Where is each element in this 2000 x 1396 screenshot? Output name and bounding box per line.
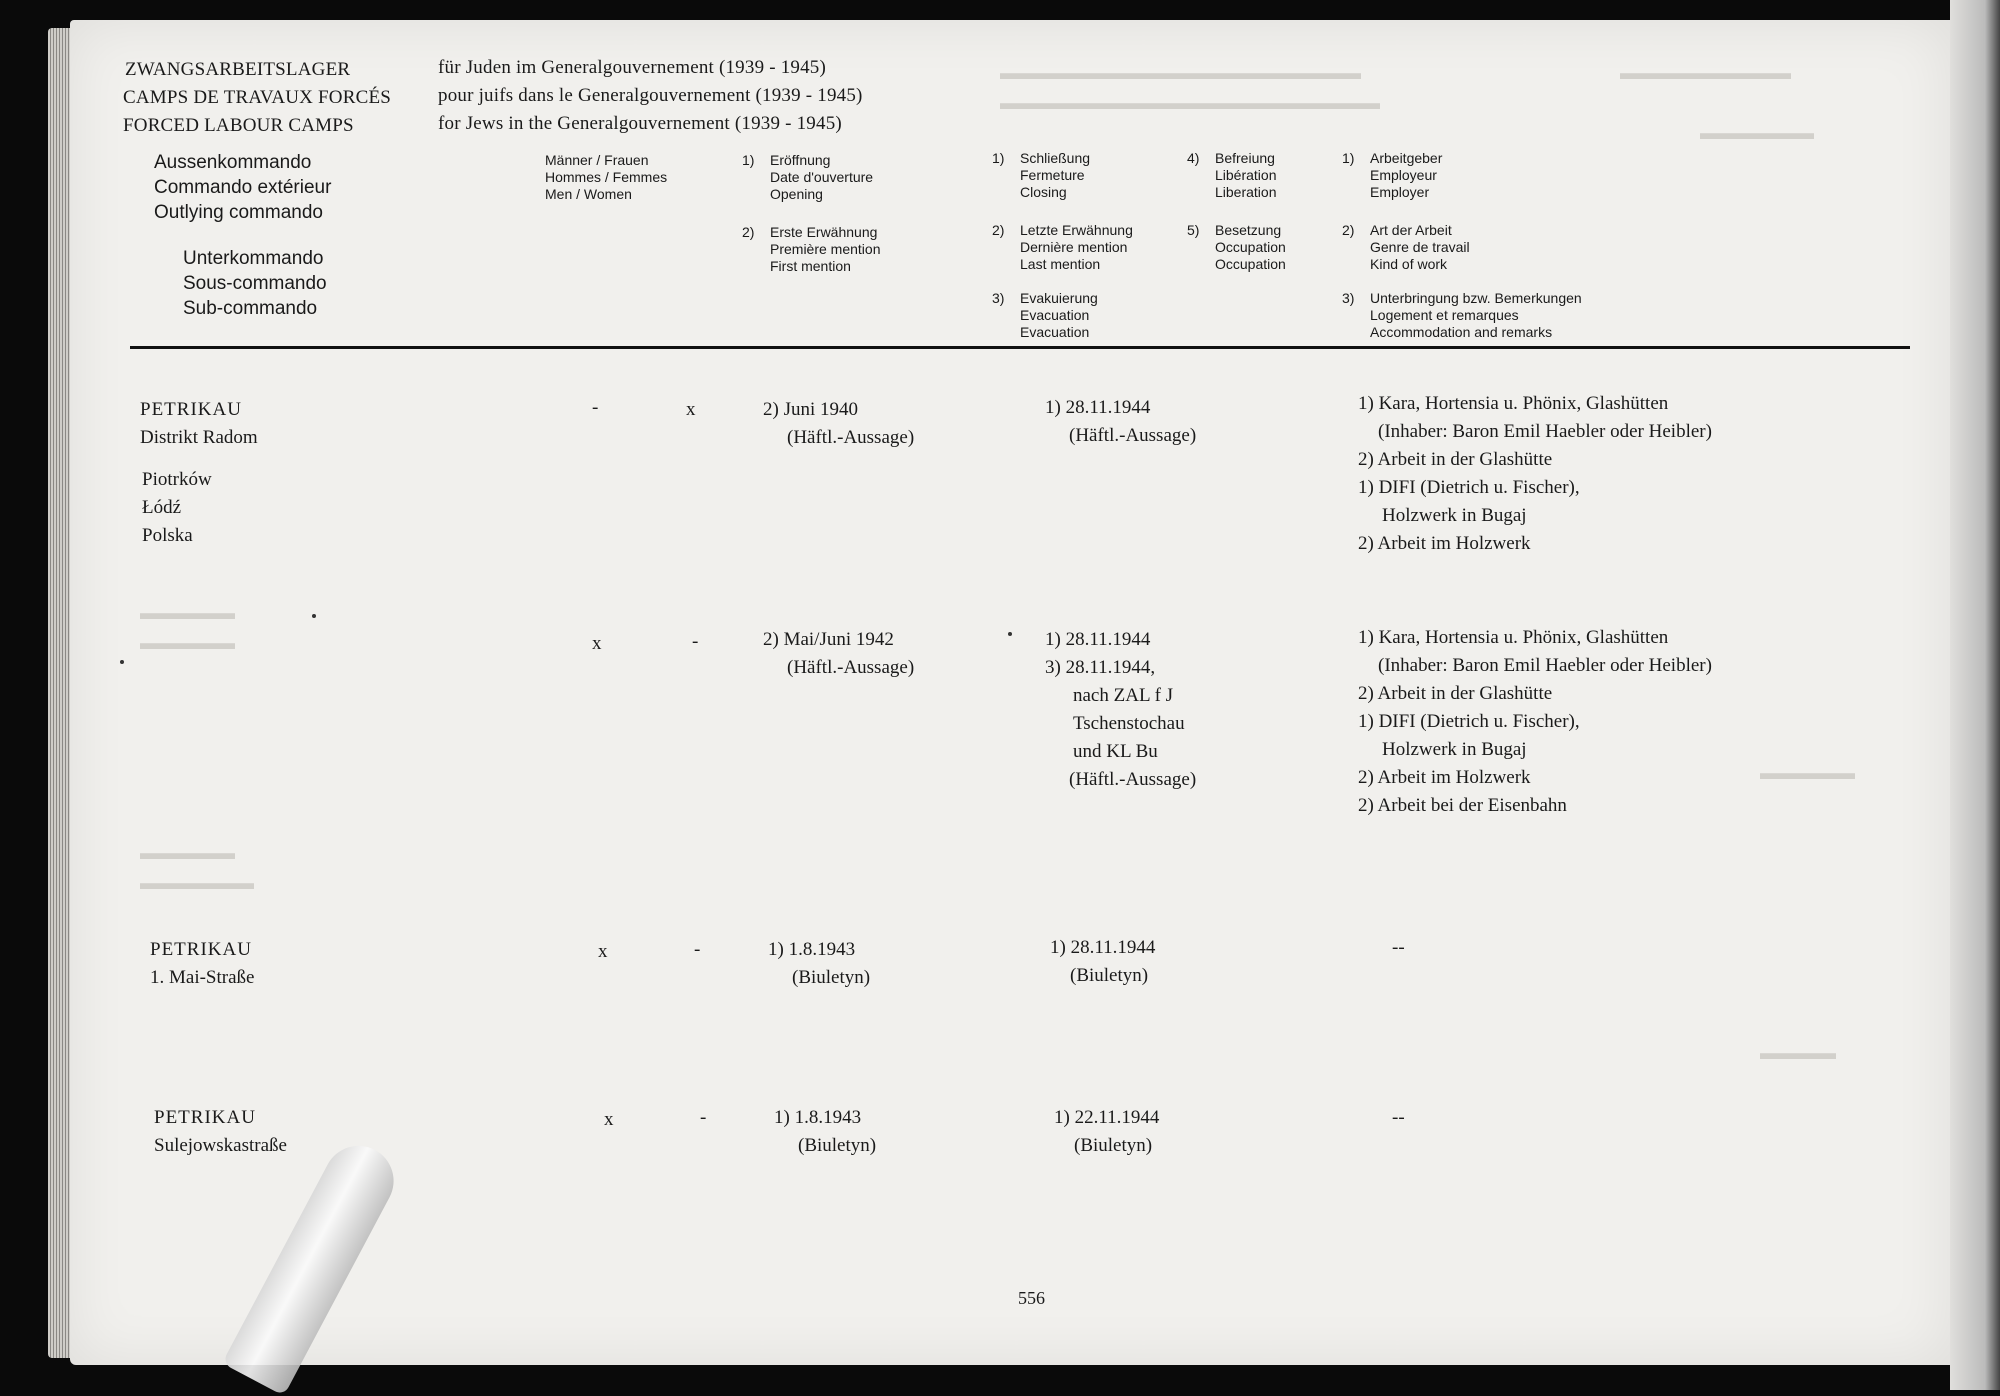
unterkommando-en: Sub-commando: [183, 298, 318, 319]
col-employer-header: 1) Arbeitgeber Employeur Employer: [1342, 150, 1443, 200]
entry-4-end: 1) 22.11.1944 (Biuletyn): [1054, 1107, 1160, 1156]
entry-1-men: -: [592, 397, 599, 418]
entry-3-men: x: [598, 941, 608, 962]
col-last-mention-header: 2) Letzte Erwähnung Dernière mention Last mention: [992, 222, 1133, 272]
col-occupation-header: 5) Besetzung Occupation Occupation: [1187, 222, 1286, 272]
col-closing-header: 1) Schließung Fermeture Closing: [992, 150, 1091, 200]
bleed-through-text: ▬▬▬▬▬: [140, 843, 235, 864]
col-evacuation-header: 3) Evakuierung Evacuation Evacuation: [992, 290, 1098, 340]
entry-1-locality-town: Piotrków: [142, 469, 212, 490]
entry-1-locality-country: Polska: [142, 525, 193, 546]
bleed-through-text: ▬▬▬▬: [1760, 1043, 1836, 1064]
entry-3-end: 1) 28.11.1944 (Biuletyn): [1050, 937, 1156, 986]
scan-speck: [1008, 632, 1012, 636]
entry-2-start: 2) Mai/Juni 1942 (Häftl.-Aussage): [763, 629, 915, 678]
page-number: 556: [1018, 1288, 1045, 1308]
entry-2-remarks: 1) Kara, Hortensia u. Phönix, Glashütten (Inhaber: Baron Emil Haebler oder Heibler) 2) Arbeit in der Glashütte 1) DIFI (Dietrich u. Fischer), Holzwerk in Bugaj 2) Arbeit im Holzwerk 2) Arbeit bei der Eisenbahn: [1358, 627, 1712, 816]
col-accommodation-header: 3) Unterbringung bzw. Bemerkungen Logement et remarques Accommodation and remarks: [1342, 290, 1582, 340]
unterkommando-de: Unterkommando: [183, 248, 324, 269]
bleed-through-text: ▬▬▬▬▬: [140, 633, 235, 654]
entry-2-men: x: [592, 633, 602, 654]
entry-1-district: Distrikt Radom: [140, 427, 258, 448]
bleed-through-text: ▬▬▬▬▬▬: [1700, 123, 1814, 144]
subtitle-en: for Jews in the Generalgouvernement (1939 - 1945): [438, 113, 842, 134]
entry-4-remarks: --: [1392, 1107, 1405, 1128]
col-liberation-header: 4) Befreiung Libération Liberation: [1187, 150, 1277, 200]
bleed-through-text: ▬▬▬▬▬▬▬▬▬▬▬▬▬▬▬▬▬▬▬▬: [1000, 93, 1380, 114]
col-gender-en: Men / Women: [545, 186, 632, 202]
entry-4-start: 1) 1.8.1943 (Biuletyn): [774, 1107, 877, 1156]
entry-2-women: -: [692, 631, 699, 652]
col-gender-de: Männer / Frauen: [545, 152, 649, 168]
entry-1-place: [140, 396, 258, 452]
entry-4-women: -: [700, 1107, 707, 1128]
aussenkommando-de: Aussenkommando: [154, 152, 312, 173]
entry-4-men: x: [604, 1109, 614, 1130]
subtitle-fr: pour juifs dans le Generalgouvernement (1939 - 1945): [438, 85, 863, 106]
scan-speck: [120, 660, 124, 664]
entry-3-name: PETRIKAU: [150, 939, 252, 960]
col-opening-header: 1) Eröffnung Date d'ouverture Opening: [742, 152, 874, 202]
title-de: ZWANGSARBEITSLAGER: [125, 59, 351, 80]
entry-4-place: [154, 1104, 287, 1160]
entry-1-locality: [142, 466, 212, 550]
entry-1-women: x: [686, 399, 696, 420]
entry-3-remarks: --: [1392, 937, 1405, 958]
entry-3-place: [150, 936, 254, 992]
entry-1-name: PETRIKAU: [140, 399, 242, 420]
scan-speck: [312, 614, 316, 618]
bleed-through-text: ▬▬▬▬▬▬▬▬▬: [1620, 63, 1791, 84]
col-first-mention-header: 2) Erste Erwähnung Première mention First mention: [742, 224, 881, 274]
bleed-through-text: ▬▬▬▬▬▬▬▬▬▬▬▬▬▬▬▬▬▬▬: [1000, 63, 1361, 84]
bleed-through-text: ▬▬▬▬▬▬: [140, 873, 254, 894]
facing-page-edge: [1950, 0, 2000, 1390]
entry-1-start: 2) Juni 1940 (Häftl.-Aussage): [763, 399, 915, 448]
bleed-through-text: ▬▬▬▬▬: [140, 603, 235, 624]
entry-1-remarks: 1) Kara, Hortensia u. Phönix, Glashütten (Inhaber: Baron Emil Haebler oder Heibler) 2) Arbeit in der Glashütte 1) DIFI (Dietrich u. Fischer), Holzwerk in Bugaj 2) Arbeit im Holzwerk: [1358, 393, 1712, 554]
entry-4-street: Sulejowskastraße: [154, 1135, 287, 1156]
col-kind-of-work-header: 2) Art der Arbeit Genre de travail Kind of work: [1342, 222, 1470, 272]
entry-3-start: 1) 1.8.1943 (Biuletyn): [768, 939, 871, 988]
entry-1-locality-region: Łódź: [142, 497, 182, 518]
subtitle-de: für Juden im Generalgouvernement (1939 - 1945): [438, 57, 827, 78]
col-gender-header: [545, 152, 667, 203]
entry-2-end: 1) 28.11.1944 3) 28.11.1944, nach ZAL f J Tschenstochau und KL Bu (Häftl.-Aussage): [1045, 629, 1197, 790]
entry-3-women: -: [694, 939, 701, 960]
col-gender-fr: Hommes / Femmes: [545, 169, 668, 185]
bleed-through-text: ▬▬▬▬▬: [1760, 763, 1855, 784]
title-fr: CAMPS DE TRAVAUX FORCÉS: [123, 87, 392, 108]
header-rule: [130, 346, 1910, 349]
entry-4-name: PETRIKAU: [154, 1107, 256, 1128]
unterkommando-fr: Sous-commando: [183, 273, 327, 294]
entry-1-end: 1) 28.11.1944 (Häftl.-Aussage): [1045, 397, 1197, 446]
aussenkommando-fr: Commando extérieur: [154, 177, 332, 198]
aussenkommando-en: Outlying commando: [154, 202, 323, 223]
entry-3-street: 1. Mai-Straße: [150, 967, 255, 988]
title-en: FORCED LABOUR CAMPS: [123, 115, 354, 136]
